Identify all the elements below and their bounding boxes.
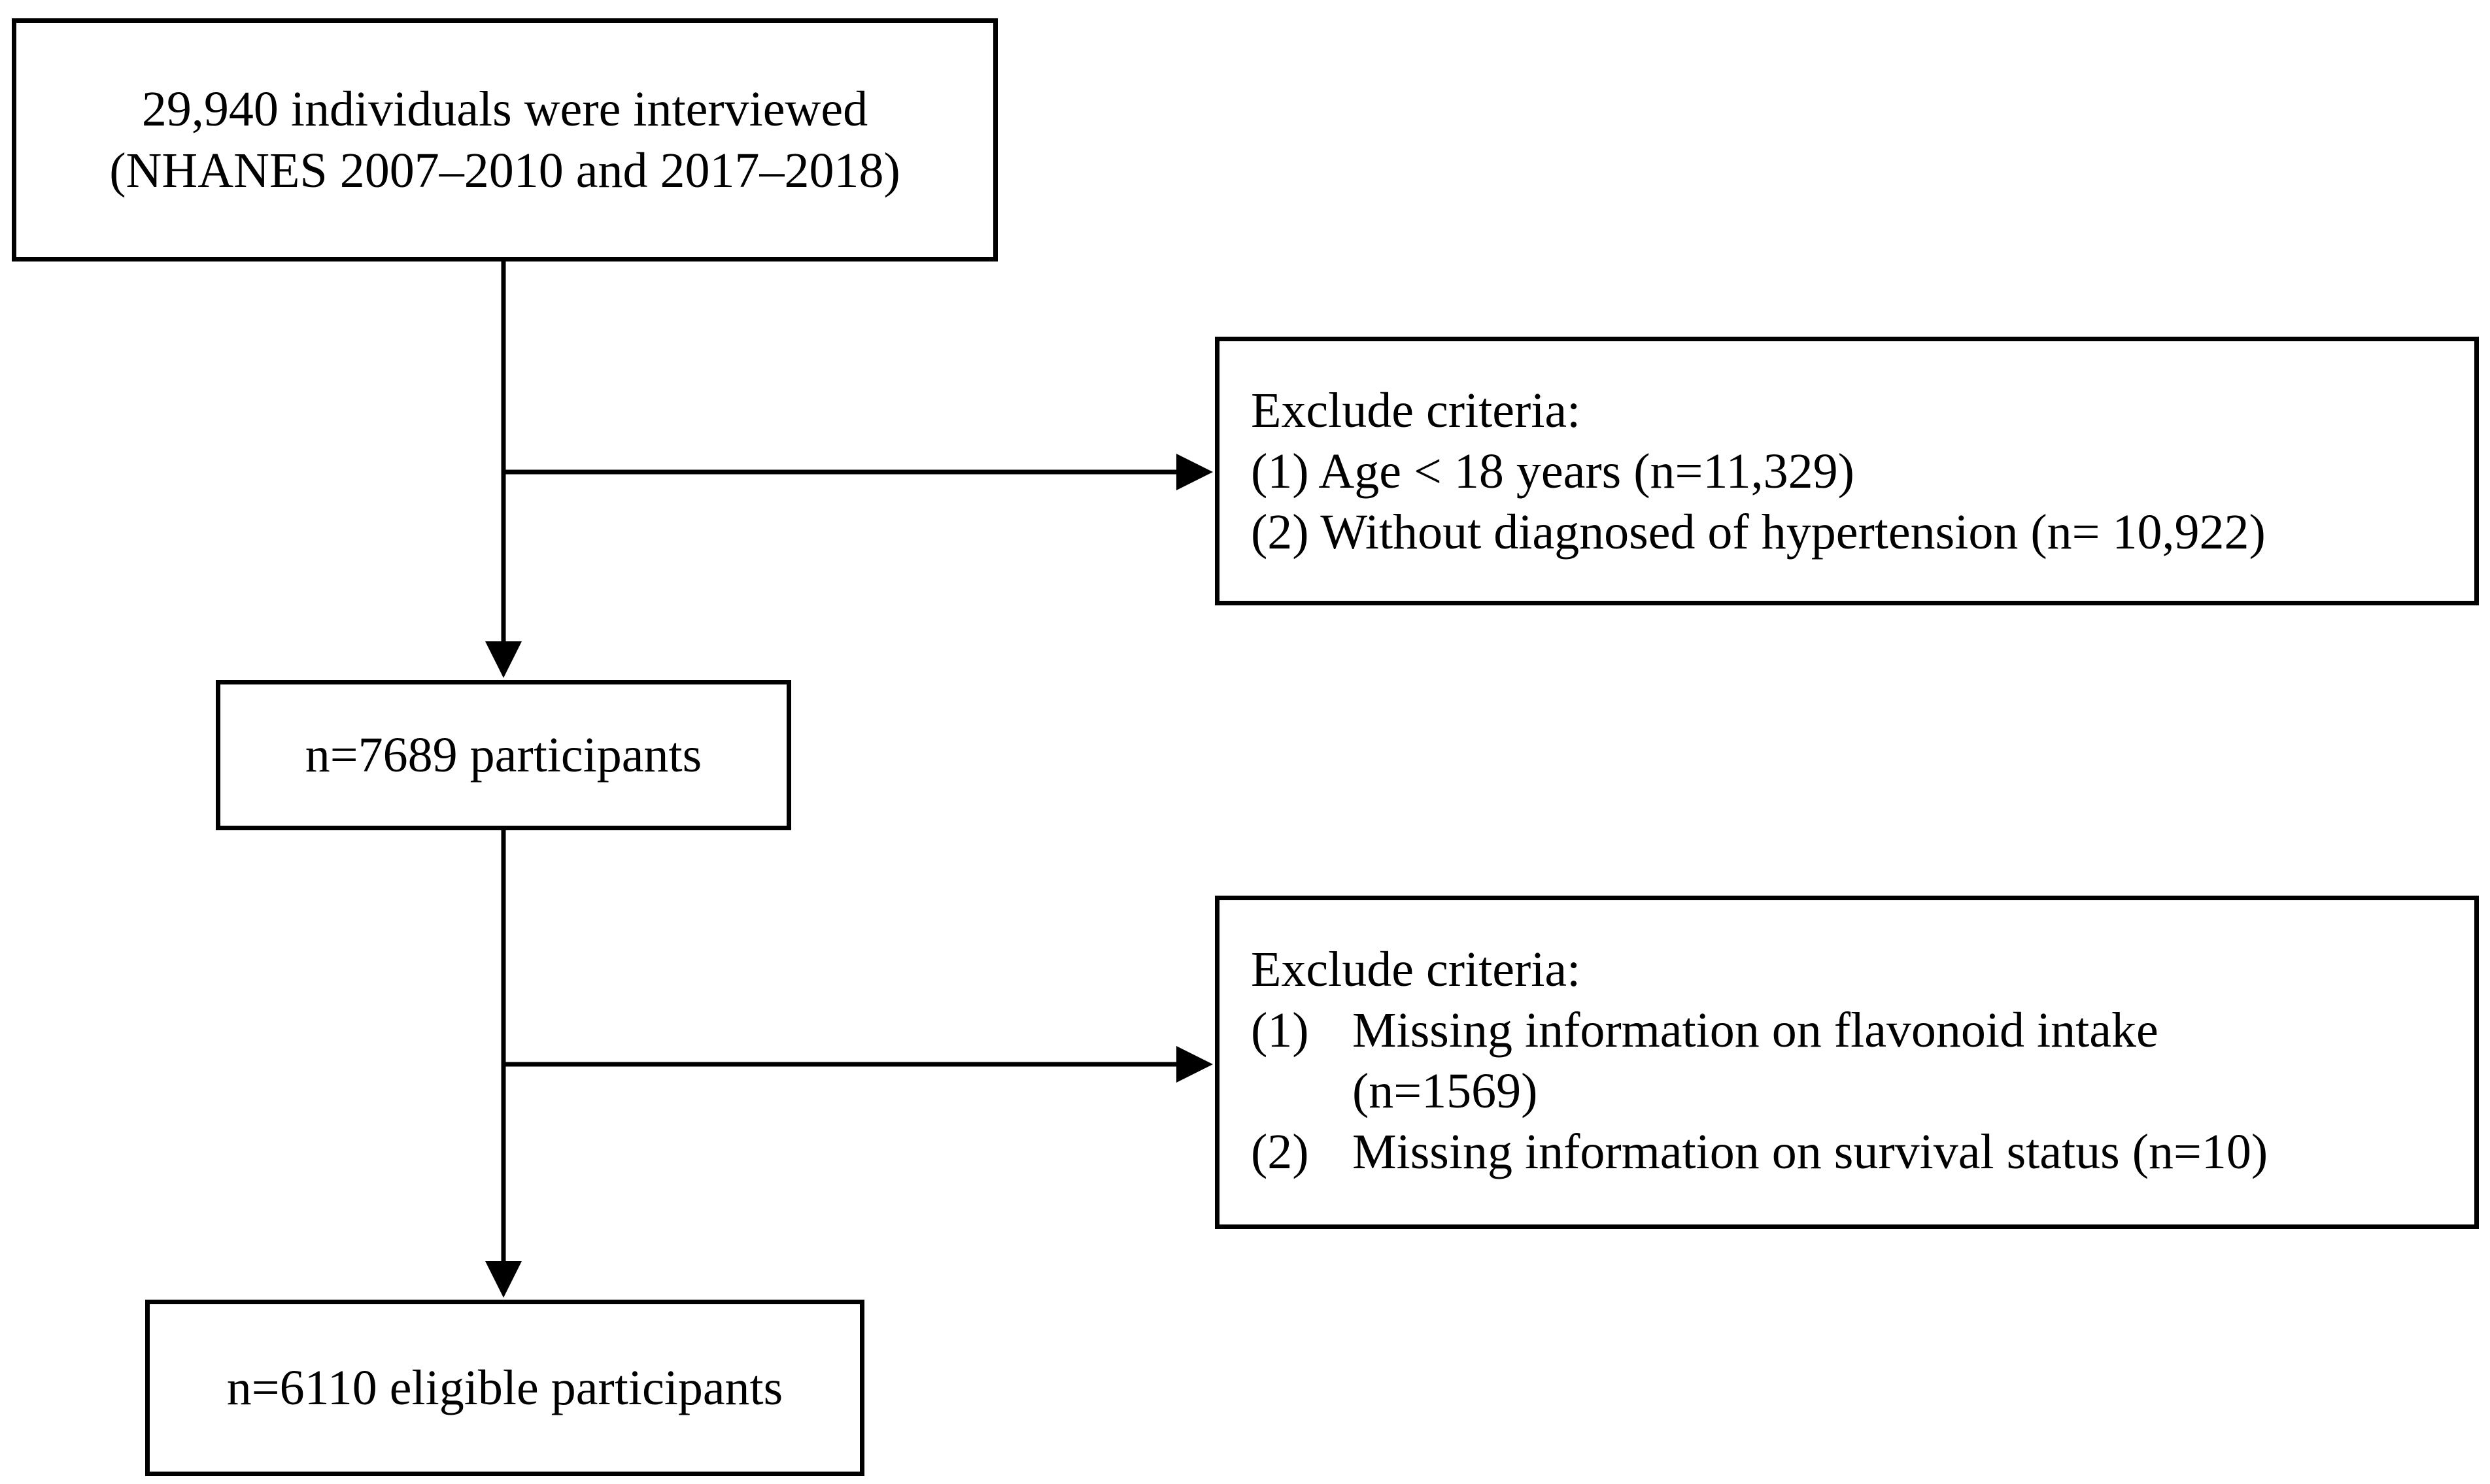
exclusion-box-2: [1215, 896, 2479, 1229]
final-box-label: n=6110 eligible participants: [226, 1360, 783, 1415]
exclusion-2-item-2-number: (2): [1251, 1124, 1309, 1179]
middle-box: [216, 680, 791, 830]
exclusion-box-1: [1215, 337, 2479, 605]
exclusion-2-item-2-text: Missing information on survival status (n=10): [1352, 1124, 2268, 1179]
exclusion-2-item-1-number: (1): [1251, 1003, 1309, 1058]
middle-box-label: n=7689 participants: [305, 728, 702, 783]
exclusion-2-heading: Exclude criteria:: [1251, 942, 1581, 997]
exclusion-2-item-1-text: Missing information on flavonoid intake: [1352, 1003, 2158, 1058]
start-box-line-1: 29,940 individuals were interviewed: [141, 82, 868, 137]
exclusion-1-item-1: (1) Age < 18 years (n=11,329): [1251, 444, 1854, 499]
exclusion-2-item-1: [1251, 1000, 2474, 1061]
exclusion-1-heading: Exclude criteria:: [1251, 383, 1581, 438]
start-box: [12, 18, 998, 261]
exclusion-2-item-2: [1251, 1122, 2474, 1183]
start-box-line-2: (NHANES 2007–2010 and 2017–2018): [109, 143, 900, 198]
exclusion-2-item-1-continuation: (n=1569): [1352, 1064, 1538, 1119]
final-box: [145, 1300, 864, 1476]
exclusion-1-item-2: (2) Without diagnosed of hypertension (n= 10,922): [1251, 505, 2266, 560]
